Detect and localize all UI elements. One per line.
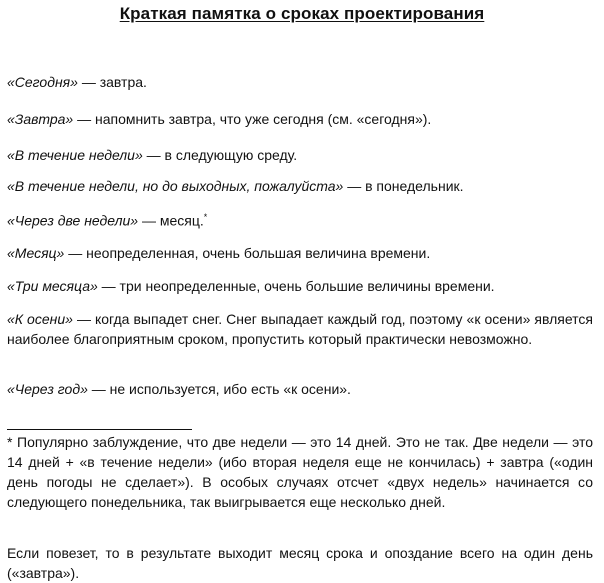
entry-today <box>7 72 147 92</box>
entry-term: «Завтра» <box>7 111 74 127</box>
entry-three-months <box>7 276 495 296</box>
entry-two-weeks <box>7 207 207 231</box>
footnote-conclusion: Если повезет, то в результате выходит месяц срока и опоздание всего на один день («завтра»). <box>7 545 593 581</box>
entry-definition: — в понедельник. <box>343 178 464 194</box>
page-title: Краткая памятка о сроках проектирования <box>119 4 485 23</box>
entry-term: «В течение недели, но до выходных, пожалуйста» <box>7 178 344 194</box>
entry-definition: — завтра. <box>77 74 147 90</box>
entry-definition: — когда выпадет снег. Снег выпадает каждый год, поэтому «к осени» является наиболее благоприятным сроком, пропустить который практически невозможно. <box>7 311 594 347</box>
entry-term: «Через год» <box>7 381 88 397</box>
entry-term: «В течение недели» <box>7 147 143 163</box>
entry-term: «Месяц» <box>7 245 65 261</box>
entry-definition: — неопределенная, очень большая величина времени. <box>64 245 431 261</box>
entry-definition: — в следующую среду. <box>142 147 298 163</box>
entry-term: «Три месяца» <box>7 278 98 294</box>
entry-definition: — месяц. <box>138 212 204 229</box>
entry-term: «Сегодня» <box>7 74 78 90</box>
entry-definition: — не используется, ибо есть «к осени». <box>87 381 351 397</box>
entry-within-week <box>7 145 297 165</box>
entry-in-a-year <box>7 379 351 399</box>
entry-tomorrow <box>7 109 431 129</box>
entry-term: «К осени» <box>7 311 73 327</box>
entry-definition: — напомнить завтра, что уже сегодня (см. «сегодня»). <box>73 111 432 127</box>
footnote-mark: * <box>203 212 208 222</box>
entry-month <box>7 243 430 263</box>
entry-term: «Через две недели» <box>7 212 139 229</box>
entry-definition: — три неопределенные, очень большие величины времени. <box>97 278 495 294</box>
entry-by-autumn <box>7 309 593 349</box>
footnote-text: * Популярно заблуждение, что две недели — это 14 дней. Это не так. Две недели — это 14 дней + «в течение недели» (ибо вторая неделя еще не кончилась) + завтра («один день погоды не сделает»). В особых случаях отсчет «двух недель» начинается со следующего понедельника, так выигрывается еще несколько дней. <box>7 434 593 510</box>
entry-within-week-before-weekend <box>7 176 464 196</box>
footnote-separator <box>7 429 192 430</box>
